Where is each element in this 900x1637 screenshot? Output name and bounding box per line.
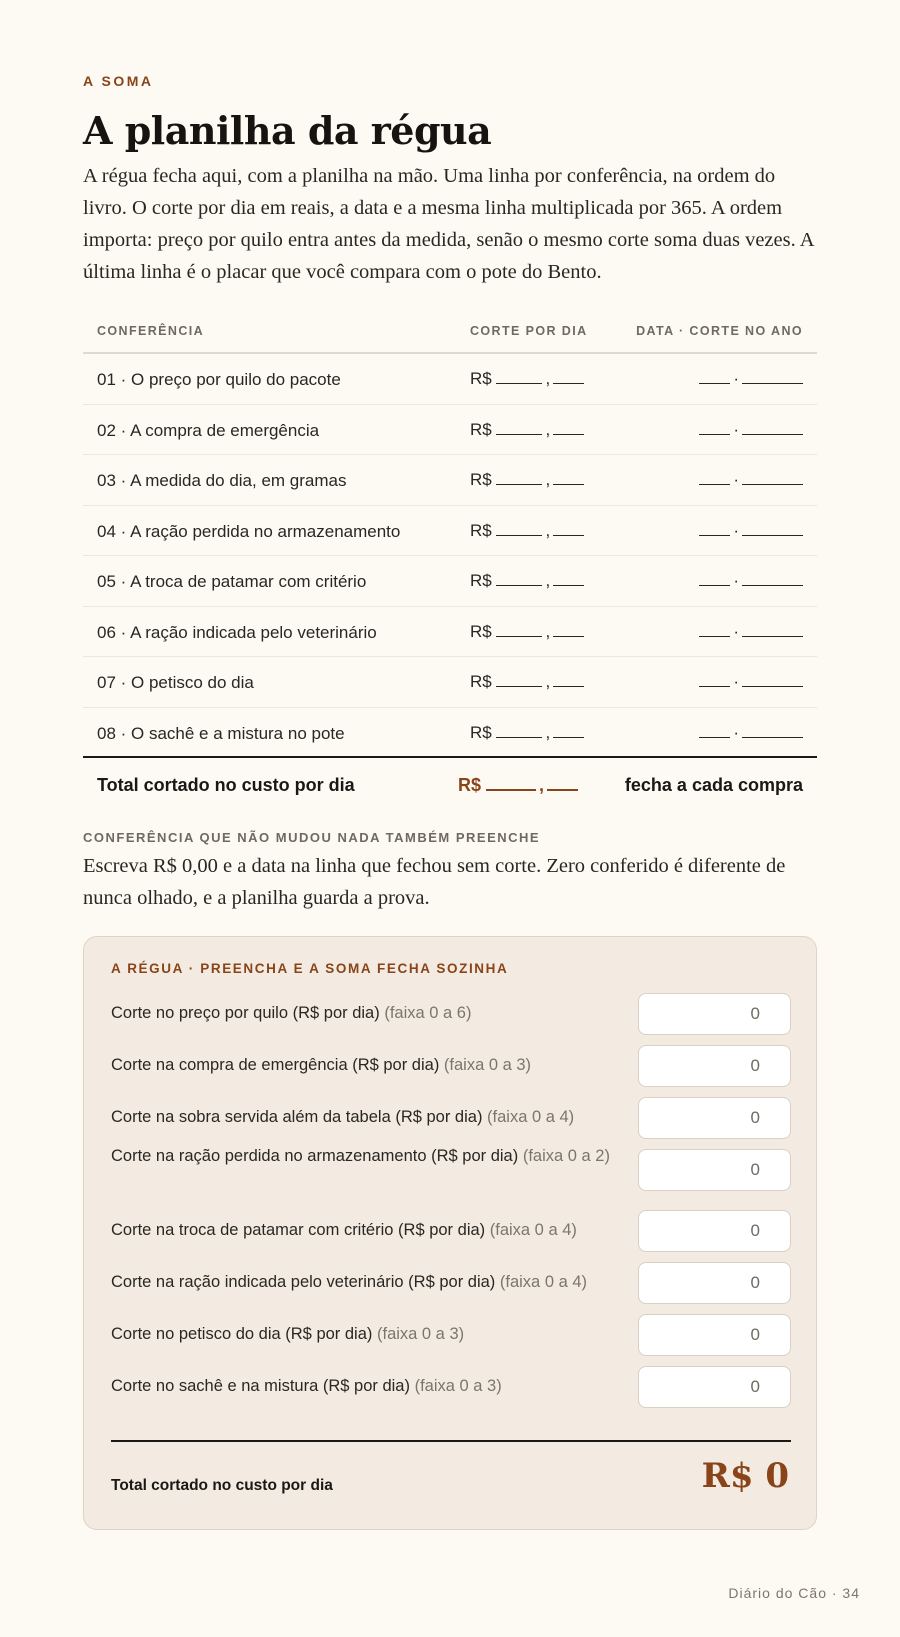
blank-centavos — [553, 471, 584, 485]
currency-prefix: R$ — [458, 775, 482, 795]
field-range: (faixa 0 a 3) — [443, 1056, 532, 1074]
field-label-text: Corte na troca de patamar com critério (R$ por dia) — [111, 1221, 486, 1239]
blank-annual — [742, 623, 803, 637]
row-date-blank — [699, 622, 803, 642]
note-kicker: CONFERÊNCIA QUE NÃO MUDOU NADA TAMBÉM PREENCHE — [83, 830, 541, 845]
row-date-blank — [699, 420, 803, 440]
blank-reais — [496, 471, 542, 485]
field-label — [111, 1105, 626, 1130]
row-label: 07 · O petisco do dia — [97, 673, 254, 692]
blank-annual — [742, 522, 803, 536]
row-money-blank — [470, 470, 584, 490]
blank-reais — [496, 673, 542, 687]
calculator-card — [83, 936, 817, 1530]
row-money-blank — [470, 521, 584, 541]
field-label-text: Corte no petisco do dia (R$ por dia) — [111, 1325, 373, 1343]
currency-prefix: R$ — [470, 520, 492, 540]
date-separator: · — [733, 520, 739, 540]
decimal-separator: , — [539, 775, 545, 795]
table-total-label: Total cortado no custo por dia — [97, 775, 355, 795]
worksheet-table — [83, 308, 817, 814]
field-input[interactable] — [638, 1210, 791, 1252]
blank-centavos — [553, 572, 584, 586]
row-date-blank — [699, 369, 803, 389]
row-date-blank — [699, 571, 803, 591]
header-corte-por-dia: CORTE POR DIA — [470, 324, 588, 338]
date-separator: · — [733, 722, 739, 742]
field-label — [111, 1053, 626, 1078]
field-range: (faixa 0 a 3) — [376, 1325, 465, 1343]
calculator-divider — [111, 1440, 791, 1442]
blank-centavos — [547, 777, 578, 791]
row-label: 01 · O preço por quilo do pacote — [97, 370, 341, 389]
decimal-separator: , — [545, 672, 551, 691]
table-total-row — [83, 758, 817, 814]
field-range: (faixa 0 a 2) — [522, 1147, 610, 1165]
currency-prefix: R$ — [470, 621, 492, 641]
row-money-blank — [470, 420, 584, 440]
blank-centavos — [553, 421, 584, 435]
calculator-total-value: R$ 0 — [701, 1456, 789, 1496]
field-label-text: Corte na sobra servida além da tabela (R$ por dia) — [111, 1108, 483, 1126]
section-kicker: A SOMA — [83, 73, 154, 89]
row-money-blank — [470, 622, 584, 642]
row-money-blank — [470, 672, 584, 692]
row-label: 05 · A troca de patamar com critério — [97, 572, 367, 591]
blank-centavos — [553, 673, 584, 687]
date-separator: · — [733, 571, 739, 590]
blank-date — [699, 370, 730, 384]
table-total-money-blank — [458, 775, 578, 796]
field-input[interactable] — [638, 1097, 791, 1139]
table-row — [83, 708, 817, 759]
header-data-corte-ano: DATA · CORTE NO ANO — [636, 324, 803, 338]
table-row — [83, 405, 817, 456]
date-separator: · — [733, 672, 739, 691]
row-date-blank — [699, 470, 803, 490]
decimal-separator: , — [545, 470, 551, 489]
currency-prefix: R$ — [470, 672, 492, 691]
blank-annual — [742, 572, 803, 586]
blank-date — [699, 724, 730, 738]
table-total-note: fecha a cada compra — [624, 775, 803, 795]
blank-annual — [742, 421, 803, 435]
currency-prefix: R$ — [470, 722, 492, 742]
calculator-total-label: Total cortado no custo por dia — [111, 1477, 333, 1494]
field-label-text: Corte na compra de emergência (R$ por dia) — [111, 1056, 440, 1074]
blank-date — [699, 471, 730, 485]
field-input[interactable] — [638, 1262, 791, 1304]
table-header — [83, 308, 817, 354]
field-input[interactable] — [638, 1314, 791, 1356]
field-range: (faixa 0 a 4) — [489, 1221, 577, 1239]
date-separator: · — [733, 369, 739, 388]
blank-reais — [496, 370, 542, 384]
decimal-separator: , — [545, 520, 551, 540]
blank-date — [699, 673, 730, 687]
row-label: 06 · A ração indicada pelo veterinário — [97, 622, 377, 642]
blank-reais — [496, 623, 542, 637]
field-input[interactable] — [638, 1366, 791, 1408]
table-row — [83, 506, 817, 557]
field-input[interactable] — [638, 1149, 791, 1191]
table-row — [83, 657, 817, 708]
field-label — [111, 1270, 626, 1295]
table-row — [83, 354, 817, 405]
calculator-kicker: A RÉGUA · PREENCHA E A SOMA FECHA SOZINHA — [111, 961, 509, 976]
field-label-text: Corte no preço por quilo (R$ por dia) — [111, 1004, 380, 1022]
blank-annual — [742, 471, 803, 485]
field-range: (faixa 0 a 4) — [487, 1108, 575, 1126]
decimal-separator: , — [545, 369, 551, 388]
row-money-blank — [470, 723, 584, 743]
field-label — [111, 1144, 626, 1169]
decimal-separator: , — [545, 571, 551, 590]
field-range: (faixa 0 a 3) — [414, 1377, 502, 1395]
blank-annual — [742, 673, 803, 687]
blank-reais — [486, 777, 536, 791]
date-separator: · — [733, 470, 739, 489]
row-money-blank — [470, 369, 584, 389]
blank-reais — [496, 421, 542, 435]
table-row — [83, 455, 817, 506]
field-label — [111, 1218, 626, 1243]
field-label — [111, 1374, 626, 1399]
blank-reais — [496, 572, 542, 586]
date-separator: · — [733, 621, 739, 641]
field-range: (faixa 0 a 4) — [499, 1273, 588, 1291]
field-input[interactable] — [638, 993, 791, 1035]
row-date-blank — [699, 723, 803, 743]
field-label — [111, 1001, 626, 1026]
blank-annual — [742, 370, 803, 384]
blank-centavos — [553, 522, 584, 536]
blank-date — [699, 623, 730, 637]
decimal-separator: , — [545, 621, 551, 641]
field-label-text: Corte na ração perdida no armazenamento (R$ por dia) — [111, 1147, 519, 1165]
note-paragraph: Escreva R$ 0,00 e a data na linha que fechou sem corte. Zero conferido é diferente de nunca olhado, e a planilha guarda a prova. — [83, 855, 786, 909]
row-date-blank — [699, 521, 803, 541]
currency-prefix: R$ — [470, 369, 492, 388]
field-label-text: Corte na ração indicada pelo veterinário (R$ por dia) — [111, 1273, 496, 1291]
blank-date — [699, 522, 730, 536]
blank-reais — [496, 724, 542, 738]
currency-prefix: R$ — [470, 419, 492, 439]
blank-date — [699, 572, 730, 586]
currency-prefix: R$ — [470, 470, 492, 489]
table-body — [83, 354, 817, 758]
table-row — [83, 607, 817, 658]
field-range: (faixa 0 a 6) — [384, 1004, 472, 1022]
page-footer: Diário do Cão · 34 — [728, 1585, 860, 1601]
field-label-text: Corte no sachê e na mistura (R$ por dia) — [111, 1377, 410, 1395]
date-separator: · — [733, 419, 739, 439]
row-label: 08 · O sachê e a mistura no pote — [97, 723, 345, 743]
blank-centavos — [553, 623, 584, 637]
row-label: 03 · A medida do dia, em gramas — [97, 471, 347, 490]
blank-annual — [742, 724, 803, 738]
row-money-blank — [470, 571, 584, 591]
blank-date — [699, 421, 730, 435]
currency-prefix: R$ — [470, 571, 492, 590]
decimal-separator: , — [545, 419, 551, 439]
field-input[interactable] — [638, 1045, 791, 1087]
intro-paragraph: A régua fecha aqui, com a planilha na mão. Uma linha por conferência, na ordem do livro. O corte por dia em reais, a data e a mesma linha multiplicada por 365. A ordem importa: preço por quilo entra antes da medida, senão o mesmo corte soma duas vezes. A última linha é o placar que você compara com o pote do Bento. — [83, 165, 814, 283]
table-row — [83, 556, 817, 607]
decimal-separator: , — [545, 722, 551, 742]
row-date-blank — [699, 672, 803, 692]
blank-centavos — [553, 724, 584, 738]
blank-centavos — [553, 370, 584, 384]
blank-reais — [496, 522, 542, 536]
header-conferencia: CONFERÊNCIA — [97, 324, 205, 338]
row-label: 02 · A compra de emergência — [97, 420, 320, 440]
row-label: 04 · A ração perdida no armazenamento — [97, 521, 401, 541]
field-label — [111, 1322, 626, 1347]
page-title: A planilha da régua — [83, 108, 492, 153]
